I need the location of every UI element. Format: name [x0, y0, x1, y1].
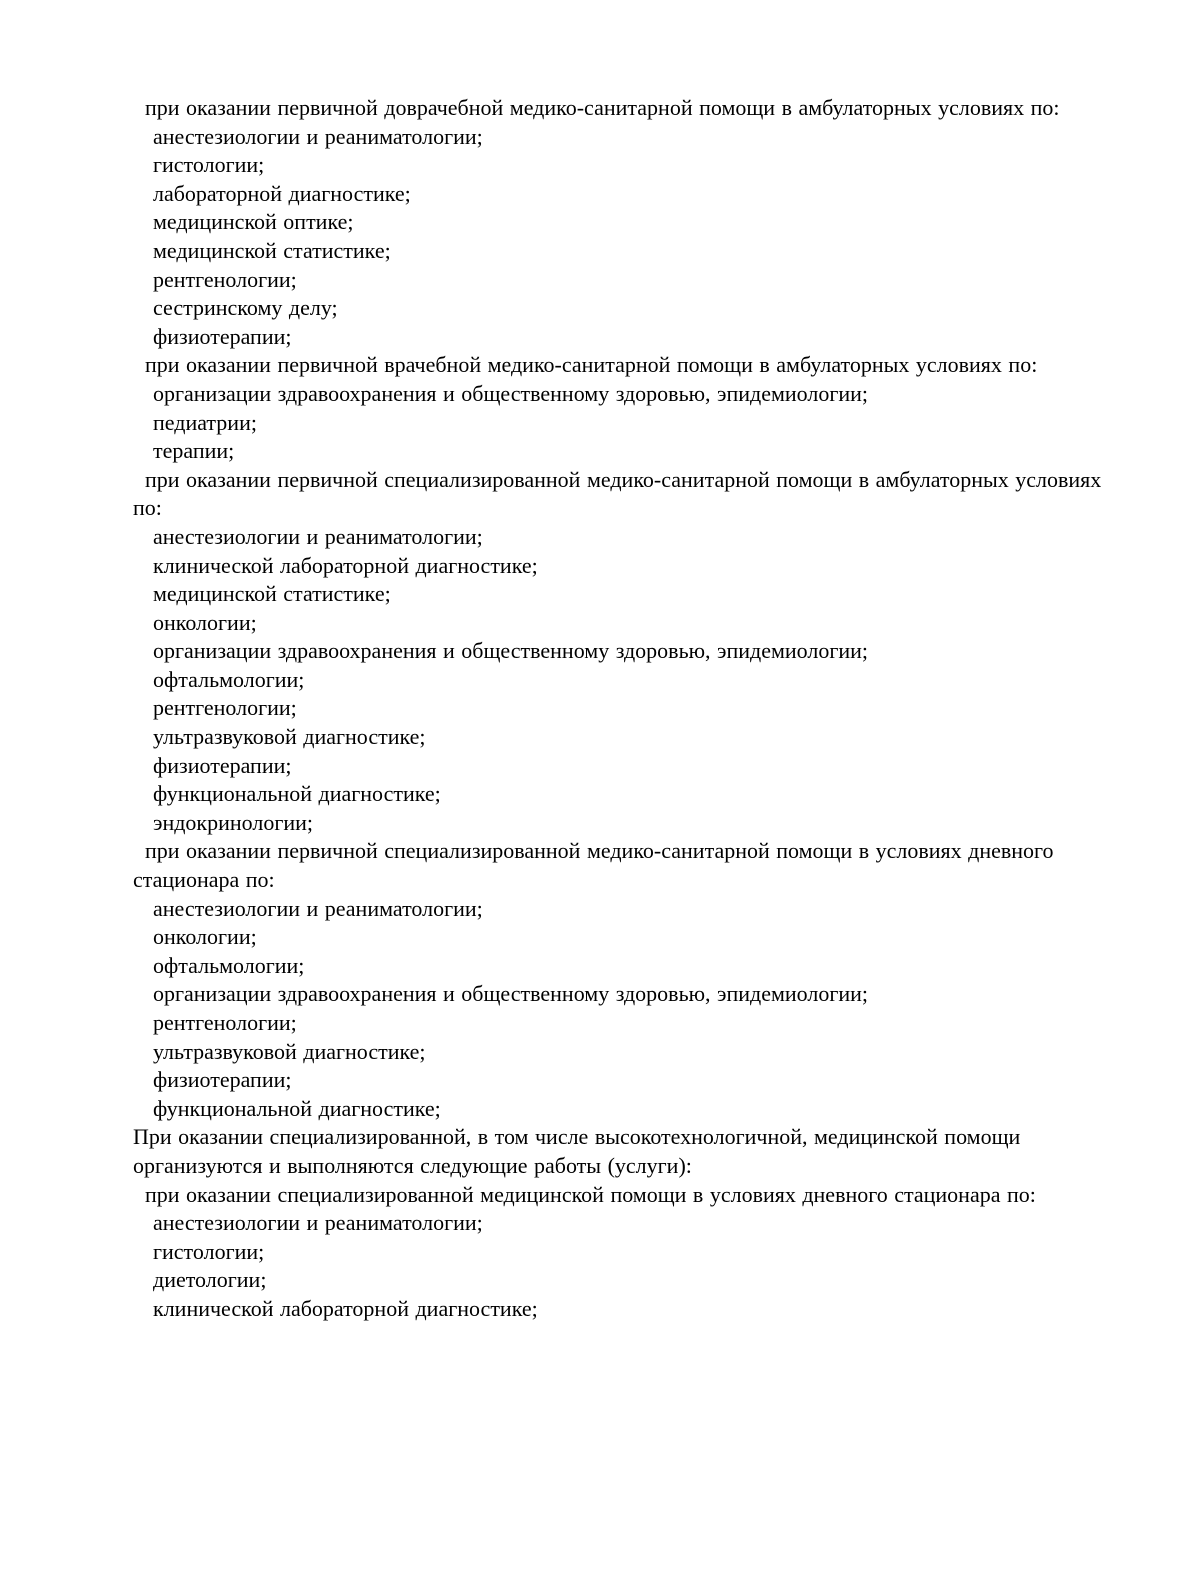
service-section-header: при оказании первичной врачебной медико-санитарной помощи в амбулаторных условиях по:: [145, 352, 1038, 378]
service-list-item: медицинской статистике;: [153, 237, 391, 263]
service-list-item: анестезиологии и реаниматологии;: [153, 895, 483, 921]
service-list-item: офтальмологии;: [153, 952, 305, 978]
service-list-item: рентгенологии;: [153, 266, 297, 292]
service-list-item: физиотерапии;: [153, 323, 292, 349]
service-list-item: ультразвуковой диагностике;: [153, 724, 426, 750]
service-list-item: анестезиологии и реаниматологии;: [153, 123, 483, 149]
service-list-item: медицинской статистике;: [153, 581, 391, 607]
service-list-item: рентгенологии;: [153, 695, 297, 721]
service-list-item: клинической лабораторной диагностике;: [153, 1295, 538, 1321]
service-list-item: анестезиологии и реаниматологии;: [153, 1210, 483, 1236]
service-list-item: медицинской оптике;: [153, 209, 354, 235]
service-list-item: лабораторной диагностике;: [153, 180, 411, 206]
service-list-item: терапии;: [153, 438, 235, 464]
service-list-item: организации здравоохранения и общественному здоровью, эпидемиологии;: [153, 981, 869, 1007]
service-list-item: эндокринологии;: [153, 809, 314, 835]
service-list-item: онкологии;: [153, 609, 257, 635]
service-list-item: диетологии;: [153, 1267, 267, 1293]
service-list-item: гистологии;: [153, 1238, 265, 1264]
section-paragraph: При оказании специализированной, в том числе высокотехнологичной, медицинской помощи организуются и выполняются следующие работы (услуги):: [133, 1124, 1021, 1178]
service-list-item: онкологии;: [153, 924, 257, 950]
service-section-header: при оказании специализированной медицинской помощи в условиях дневного стационара по:: [145, 1181, 1036, 1207]
service-list-item: физиотерапии;: [153, 1067, 292, 1093]
service-list-item: анестезиологии и реаниматологии;: [153, 523, 483, 549]
service-list-item: рентгенологии;: [153, 1010, 297, 1035]
service-section-header: при оказании первичной специализированной медико-санитарной помощи в условиях дневного стационара по:: [133, 838, 1054, 893]
service-list-item: офтальмологии;: [153, 666, 305, 692]
service-list-item: сестринскому делу;: [153, 295, 338, 321]
service-section-header: при оказании первичной доврачебной медико-санитарной помощи в амбулаторных условиях по:: [145, 95, 1060, 120]
service-list-item: физиотерапии;: [153, 752, 292, 778]
license-services-list: [133, 94, 1108, 1324]
service-list-item: ультразвуковой диагностике;: [153, 1038, 426, 1064]
service-list-item: педиатрии;: [153, 409, 257, 435]
service-list-item: организации здравоохранения и общественному здоровью, эпидемиологии;: [153, 638, 869, 664]
service-section-header: при оказании первичной специализированной медико-санитарной помощи в амбулаторных условиях по:: [133, 466, 1102, 521]
service-list-item: гистологии;: [153, 152, 265, 178]
service-list-item: функциональной диагностике;: [153, 1095, 441, 1121]
service-list-item: функциональной диагностике;: [153, 781, 441, 807]
service-list-item: клинической лабораторной диагностике;: [153, 552, 538, 578]
service-list-item: организации здравоохранения и общественному здоровью, эпидемиологии;: [153, 380, 869, 406]
